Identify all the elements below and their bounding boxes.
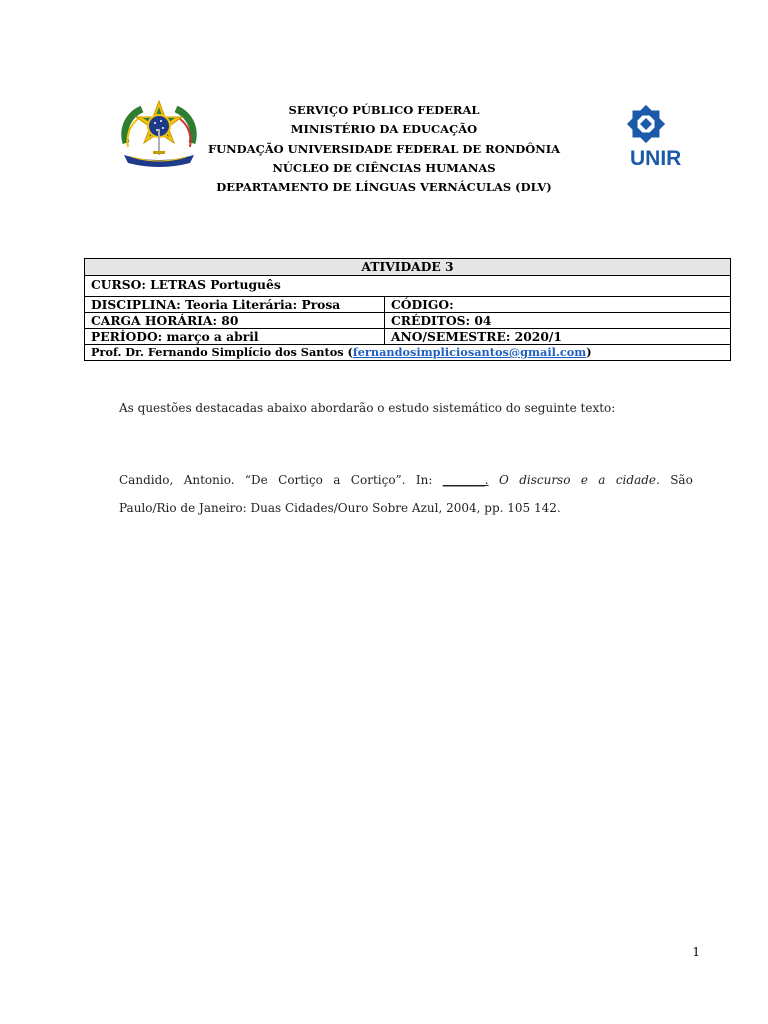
citation-title-word: O (498, 473, 509, 487)
period-cell: PERÍODO: março a abril (85, 329, 385, 345)
citation-word: a (333, 473, 341, 487)
professor-suffix: ) (586, 345, 592, 359)
citation-word: In: (415, 473, 433, 487)
citation-blank: _______. (442, 473, 489, 487)
header-line-fundacao: FUNDAÇÃO UNIVERSIDADE FEDERAL DE RONDÔNIA (207, 141, 561, 156)
intro-paragraph: As questões destacadas abaixo abordarão o estudo sistemático do seguinte texto: (119, 401, 616, 415)
citation-line-2: Paulo/Rio de Janeiro: Duas Cidades/Ouro Sobre Azul, 2004, pp. 105 142. (119, 501, 561, 515)
citation-title-word: discurso (519, 473, 571, 487)
code-cell: CÓDIGO: (385, 297, 731, 313)
citation-line-1 (119, 466, 693, 494)
header-line-ministerio: MINISTÉRIO DA EDUCAÇÃO (290, 122, 478, 137)
professor-cell (85, 345, 731, 361)
page-number: 1 (692, 945, 700, 959)
course-cell: CURSO: LETRAS Português (85, 276, 731, 297)
professor-email-link[interactable]: fernandosimpliciosantos@gmail.com (352, 345, 587, 359)
discipline-cell: DISCIPLINA: Teoria Literária: Prosa (85, 297, 385, 313)
activity-title: ATIVIDADE 3 (85, 259, 731, 276)
citation-word: Candido, (119, 473, 174, 487)
citation-title-word: cidade. (615, 473, 660, 487)
citation-title-word: a (598, 473, 606, 487)
citation-title-word: e (580, 473, 588, 487)
document-header (0, 101, 768, 197)
credits-cell: CRÉDITOS: 04 (385, 313, 731, 329)
workload-cell: CARGA HORÁRIA: 80 (85, 313, 385, 329)
activity-info-table (84, 258, 731, 361)
header-line-nucleo: NÚCLEO DE CIÊNCIAS HUMANAS (272, 160, 496, 175)
header-line-departamento: DEPARTAMENTO DE LÍNGUAS VERNÁCULAS (DLV) (216, 180, 552, 195)
citation-word: “De (244, 473, 268, 487)
year-semester-cell: ANO/SEMESTRE: 2020/1 (385, 329, 731, 345)
header-line-servico: SERVIÇO PÚBLICO FEDERAL (288, 103, 480, 117)
citation-paragraph (119, 466, 693, 522)
citation-word: Antonio. (183, 473, 235, 487)
citation-word: São (670, 473, 693, 487)
professor-name: Prof. Dr. Fernando Simplício dos Santos ( (91, 345, 353, 359)
citation-word: Cortiço”. (350, 473, 406, 487)
citation-word: Cortiço (278, 473, 323, 487)
unir-logo-text: UNIR (630, 147, 682, 170)
